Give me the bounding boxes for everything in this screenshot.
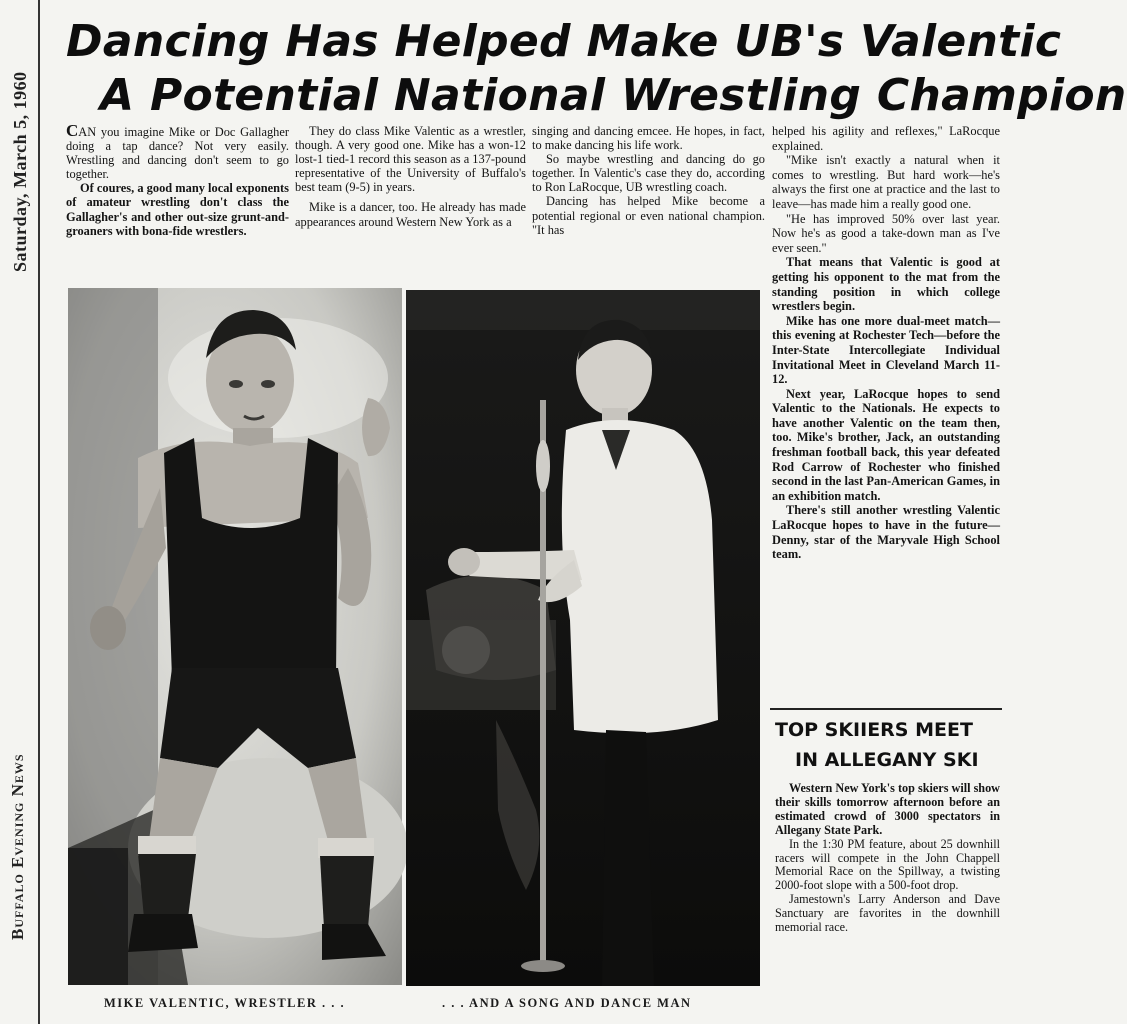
headline-line-1: Dancing Has Helped Make UB's Valentic bbox=[66, 16, 1062, 67]
article-paragraph: That means that Valentic is good at getting his opponent to the mat from the standing position in which college wrestlers begin. bbox=[772, 255, 1000, 314]
singer-photo bbox=[406, 290, 760, 986]
article-paragraph: They do class Mike Valentic as a wrestler, though. A very good one. Mike has a won-12 lost-1 tied-1 record this season as a 137-pound representative of the University of Buffalo's best team (9-5) in years. bbox=[295, 124, 526, 195]
wrestler-photo-caption: MIKE VALENTIC, WRESTLER . . . bbox=[104, 996, 346, 1010]
article-paragraph: Mike has one more dual-meet match—this evening at Rochester Tech—before the Inter-State Intercollegiate Individual Invitational Meet in Cleveland March 11-12. bbox=[772, 313, 1000, 387]
article-paragraph: There's still another wrestling Valentic LaRocque hopes to have in the future—Denny, star of the Maryvale High School team. bbox=[772, 503, 1000, 562]
article-paragraph: Next year, LaRocque hopes to send Valentic to the Nationals. He expects to have another Valentic on the team then, too. Mike's brother, Jack, an outstanding freshman football back, this year defeated Rod Carrow of Rochester who finished second in the last Pan-American Games, in an exhibition match. bbox=[772, 386, 1000, 503]
wrestler-photo bbox=[68, 288, 402, 985]
article-paragraph: helped his agility and reflexes," LaRocque explained. bbox=[772, 124, 1000, 153]
article-paragraph: CAN you imagine Mike or Doc Gallagher doing a tap dance? Not very easily. Wrestling and dancing don't seem to go together. bbox=[66, 121, 289, 182]
article-paragraph: singing and dancing emcee. He hopes, in fact, to make dancing his life work. bbox=[532, 124, 765, 153]
article-paragraph: In the 1:30 PM feature, about 25 downhill racers will compete in the John Chappell Memorial Race on the Spillway, a twisting 2000-foot slope with a 500-foot drop. bbox=[775, 836, 1000, 893]
headline-line-2: A Potential National Wrestling Champion bbox=[100, 70, 1127, 121]
article-paragraph: So maybe wrestling and dancing do go together. In Valentic's case they do, according to Ron LaRocque, UB wrestling coach. bbox=[532, 152, 765, 195]
article-column-1 bbox=[66, 121, 289, 238]
article-paragraph: Western New York's top skiers will show their skills tomorrow afternoon before an estimated crowd of 3000 spectators in Allegany State Park. bbox=[775, 781, 1000, 837]
article-paragraph: Of coures, a good many local exponents of amateur wrestling don't class the Gallagher's and other out-size grunt-and-groaners with bona-fide wrestlers. bbox=[66, 181, 289, 238]
newspaper-name: Buffalo Evening News bbox=[8, 753, 27, 940]
story-divider bbox=[770, 708, 1002, 710]
article-paragraph: Dancing has helped Mike become a potential regional or even national champion. "It has bbox=[532, 194, 765, 237]
article-column-3 bbox=[532, 124, 765, 237]
ski-story-body bbox=[775, 782, 1000, 935]
article-paragraph: "He has improved 50% over last year. Now he's as good a take-down man as I've ever seen." bbox=[772, 211, 1000, 255]
article-paragraph: Mike is a dancer, too. He already has made appearances around Western New York as a bbox=[295, 200, 526, 229]
publication-date: Saturday, March 5, 1960 bbox=[10, 71, 30, 272]
article-column-2 bbox=[295, 124, 526, 229]
margin-rule bbox=[38, 0, 40, 1024]
singer-photo-caption: . . . AND A SONG AND DANCE MAN bbox=[442, 996, 692, 1010]
article-column-4 bbox=[772, 124, 1000, 562]
article-paragraph: Jamestown's Larry Anderson and Dave Sanctuary are favorites in the downhill memorial race. bbox=[775, 892, 1000, 935]
article-paragraph: "Mike isn't exactly a natural when it comes to wrestling. But hard work—he's always the first one at practice and the last to leave—has made him a really good one. bbox=[772, 153, 1000, 211]
ski-story-headline-2: IN ALLEGANY SKI bbox=[795, 749, 979, 771]
ski-story-headline-1: TOP SKIIERS MEET bbox=[775, 719, 973, 741]
drop-cap: C bbox=[66, 121, 79, 140]
